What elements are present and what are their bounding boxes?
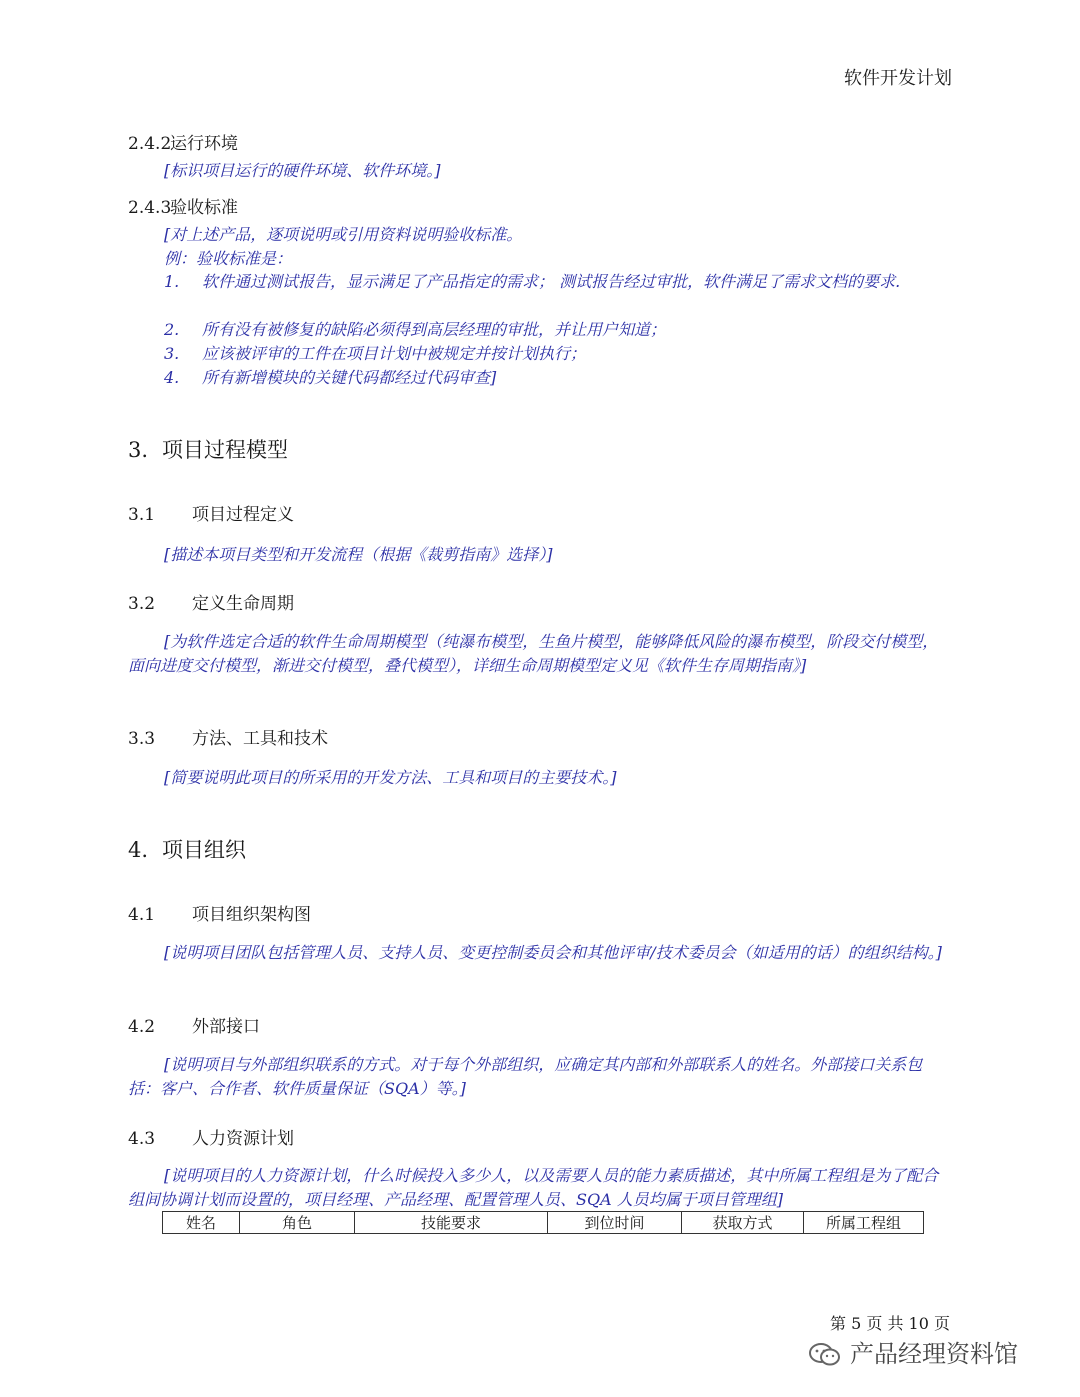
section-title: 外部接口 [192,1017,260,1037]
table-header-cell: 到位时间 [548,1212,682,1234]
list-text: 所有没有被修复的缺陷必须得到高层经理的审批，并让用户知道； [202,320,667,339]
chapter-number: 3. [128,438,149,462]
section-3-3-heading [128,724,328,749]
chapter-title: 项目过程模型 [162,438,288,462]
section-3-2-desc: [为软件选定合适的软件生命周期模型（纯瀑布模型，生鱼片模型，能够降低风险的瀑布模型，阶段交付模型，面向进度交付模型，渐进交付模型，叠代模型），详细生命周期模型定义见《软件生存周期指南》] [128,632,939,675]
section-2-4-3-example: 例：验收标准是： [164,249,293,268]
chapter-title: 项目组织 [162,838,246,862]
section-title: 方法、工具和技术 [192,729,328,749]
page-header: 软件开发计划 [844,68,952,89]
section-number: 4.2 [128,1017,156,1037]
section-title: 验收标准 [170,198,238,218]
section-title: 定义生命周期 [192,594,294,614]
table-header-cell: 姓名 [163,1212,240,1234]
list-number: 4. [164,368,180,387]
section-number: 2.4.2 [128,134,172,154]
section-4-1-heading [128,900,311,925]
human-resource-table [162,1211,924,1234]
chapter-4-heading [128,834,246,864]
section-number: 4.1 [128,905,156,925]
section-4-2-heading [128,1012,260,1037]
section-number: 3.1 [128,505,156,525]
watermark [808,1334,1018,1369]
section-2-4-3-desc: [对上述产品，逐项说明或引用资料说明验收标准。 [164,225,523,244]
section-2-4-3-heading [128,193,238,218]
list-item [164,366,960,390]
section-4-3-desc: [说明项目的人力资源计划，什么时候投入多少人，以及需要人员的能力素质描述，其中所属工程组是为了配合组间协调计划而设置的，项目经理、产品经理、配置管理人员、SQA 人员均属于项目管理组] [128,1166,939,1209]
section-3-3-desc: [简要说明此项目的所采用的开发方法、工具和项目的主要技术。] [164,768,617,787]
list-number: 1. [164,272,180,291]
list-text: 所有新增模块的关键代码都经过代码审查] [202,368,497,387]
table-header-row [163,1212,924,1234]
table-header-cell: 角色 [240,1212,355,1234]
wechat-icon [808,1342,842,1368]
chapter-3-heading [128,434,288,464]
section-title: 运行环境 [170,134,238,154]
section-number: 3.2 [128,594,156,614]
list-text: 软件通过测试报告，显示满足了产品指定的需求； 测试报告经过审批，软件满足了需求文档的要求. [202,272,901,291]
section-3-1-desc: [描述本项目类型和开发流程（根据《裁剪指南》选择）] [164,545,553,564]
section-2-4-2-desc: [标识项目运行的硬件环境、软件环境。] [164,161,441,180]
list-item [164,342,960,366]
list-item [164,318,960,342]
chapter-number: 4. [128,838,149,862]
section-title: 人力资源计划 [192,1129,294,1149]
section-3-2-heading [128,589,294,614]
section-number: 4.3 [128,1129,156,1149]
watermark-text: 产品经理资料馆 [850,1340,1018,1368]
table-header-cell: 获取方式 [682,1212,804,1234]
section-title: 项目组织架构图 [192,905,311,925]
section-number: 3.3 [128,729,156,749]
page-number: 第 5 页 共 10 页 [830,1314,950,1333]
table-header-cell: 技能要求 [355,1212,548,1234]
table-header-cell: 所属工程组 [804,1212,924,1234]
list-number: 2. [164,320,180,339]
section-4-3-heading [128,1124,294,1149]
list-text: 应该被评审的工件在项目计划中被规定并按计划执行； [202,344,587,363]
list-number: 3. [164,344,180,363]
section-title: 项目过程定义 [192,505,294,525]
section-2-4-2-heading [128,129,238,154]
section-3-1-heading [128,500,294,525]
list-item [164,270,960,318]
section-4-2-desc: [说明项目与外部组织联系的方式。对于每个外部组织，应确定其内部和外部联系人的姓名。外部接口关系包括：客户、合作者、软件质量保证（SQA）等。] [128,1055,923,1098]
section-number: 2.4.3 [128,198,172,218]
section-4-1-desc: [说明项目团队包括管理人员、支持人员、变更控制委员会和其他评审/技术委员会（如适用的话）的组织结构。] [164,943,942,962]
